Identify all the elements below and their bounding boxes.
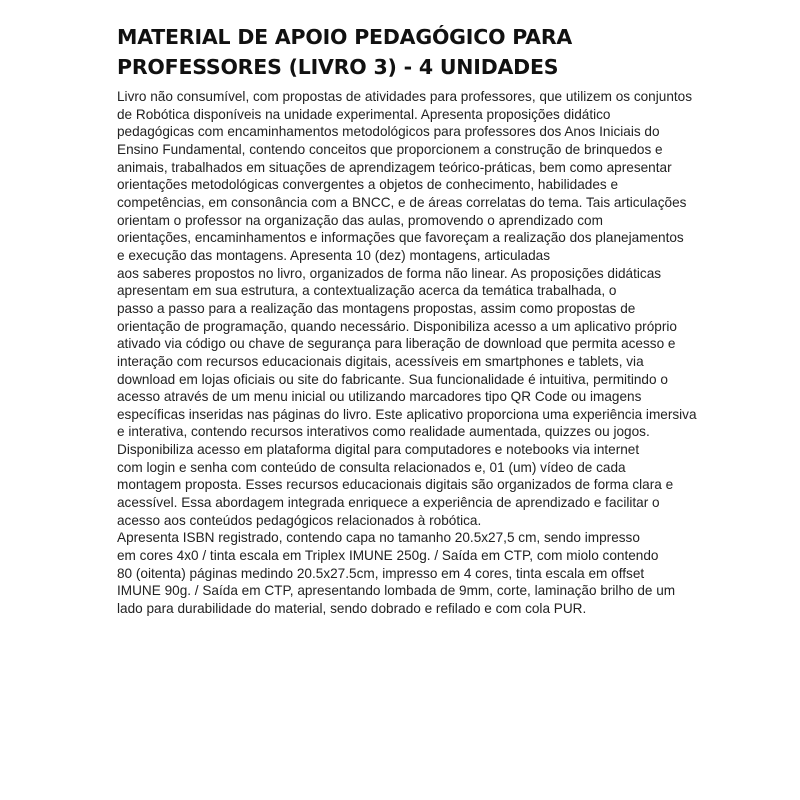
body-line: interação com recursos educacionais digitais, acessíveis em smartphones e tablets, via	[117, 353, 644, 369]
body-line: aos saberes propostos no livro, organizados de forma não linear. As proposições didáticas	[117, 265, 662, 281]
body-line: orientação de programação, quando necessário. Disponibiliza acesso a um aplicativo próprio	[117, 318, 677, 334]
body-line: montagem proposta. Esses recursos educacionais digitais são organizados de forma clara e	[117, 477, 674, 493]
body-line: específicas inseridas nas páginas do livro. Este aplicativo proporciona uma experiência imersiva	[117, 406, 697, 422]
body-line: e interativa, contendo recursos interativos como realidade aumentada, quizzes ou jogos.	[117, 424, 650, 440]
body-text	[117, 88, 727, 618]
body-line: e execução das montagens. Apresenta 10 (dez) montagens, articuladas	[117, 247, 551, 263]
document-page	[117, 22, 727, 618]
body-line: ativado via código ou chave de segurança para liberação de download que permita acesso e	[117, 336, 676, 352]
body-line: acessível. Essa abordagem integrada enriquece a experiência de aprendizado e facilitar o	[117, 495, 660, 511]
body-line: orientações metodológicas convergentes a objetos de conhecimento, habilidades e	[117, 177, 619, 193]
body-line: passo a passo para a realização das montagens propostas, assim como propostas de	[117, 300, 636, 316]
body-line: pedagógicas com encaminhamentos metodológicos para professores dos Anos Iniciais do	[117, 124, 660, 140]
body-line: em cores 4x0 / tinta escala em Triplex IMUNE 250g. / Saída em CTP, com miolo contendo	[117, 548, 659, 564]
body-line: download em lojas oficiais ou site do fabricante. Sua funcionalidade é intuitiva, permitindo o	[117, 371, 668, 387]
body-line: orientações, encaminhamentos e informações que favoreçam a realização dos planejamentos	[117, 230, 684, 246]
title-line: PROFESSORES (LIVRO 3) - 4 UNIDADES	[117, 55, 559, 79]
body-line: Disponibiliza acesso em plataforma digital para computadores e notebooks via internet	[117, 442, 640, 458]
body-line: apresentam em sua estrutura, a contextualização acerca da temática trabalhada, o	[117, 283, 617, 299]
body-line: animais, trabalhados em situações de aprendizagem teórico-práticas, bem como apresentar	[117, 159, 672, 175]
body-line: IMUNE 90g. / Saída em CTP, apresentando lombada de 9mm, corte, laminação brilho de um	[117, 583, 676, 599]
title-line: MATERIAL DE APOIO PEDAGÓGICO PARA	[117, 25, 573, 49]
body-line: competências, em consonância com a BNCC, e de áreas correlatas do tema. Tais articulações	[117, 194, 687, 210]
body-line: lado para durabilidade do material, sendo dobrado e refilado e com cola PUR.	[117, 601, 587, 617]
body-line: orientam o professor na organização das aulas, promovendo o aprendizado com	[117, 212, 603, 228]
body-line: acesso através de um menu inicial ou utilizando marcadores tipo QR Code ou imagens	[117, 389, 642, 405]
body-line: de Robótica disponíveis na unidade experimental. Apresenta proposições didático	[117, 106, 611, 122]
body-line: Livro não consumível, com propostas de atividades para professores, que utilizem os conjuntos	[117, 89, 693, 104]
body-line: com login e senha com conteúdo de consulta relacionados e, 01 (um) vídeo de cada	[117, 459, 626, 475]
page-title	[117, 22, 727, 82]
body-line: 80 (oitenta) páginas medindo 20.5x27.5cm, impresso em 4 cores, tinta escala em offset	[117, 565, 645, 581]
body-line: acesso aos conteúdos pedagógicos relacionados à robótica.	[117, 512, 482, 528]
body-line: Apresenta ISBN registrado, contendo capa no tamanho 20.5x27,5 cm, sendo impresso	[117, 530, 640, 546]
body-line: Ensino Fundamental, contendo conceitos que proporcionem a construção de brinquedos e	[117, 141, 663, 157]
